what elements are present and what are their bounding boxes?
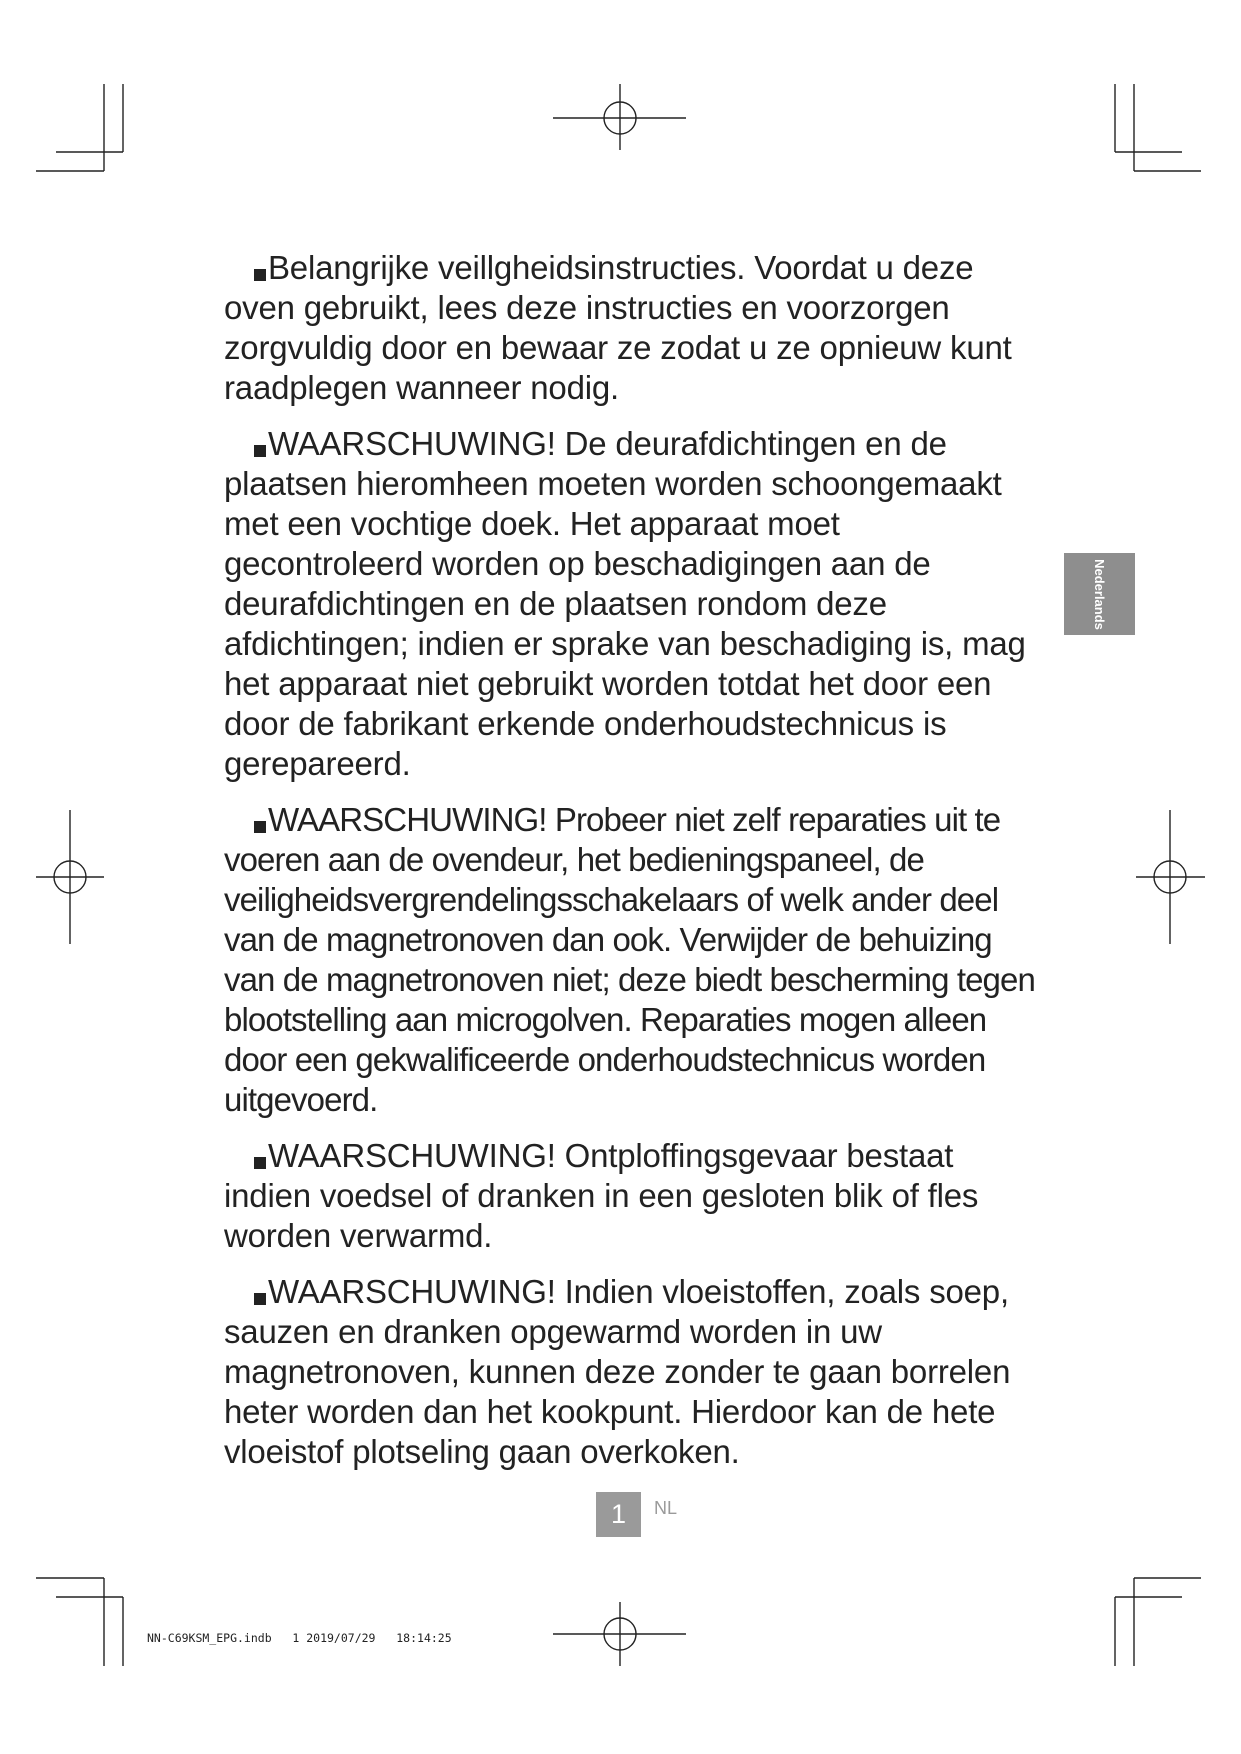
paragraph-text: WAARSCHUWING! Probeer niet zelf reparaties uit te voeren aan de ovendeur, het bedieningspaneel, de veiligheidsvergrendelingsschakelaars of welk ander deel van de magnetronoven dan ook. Verwijder de behuizing van de magnetronoven niet; deze biedt bescherming tegen blootstelling aan microgolven. Reparaties mogen alleen door een gekwalificeerde onderhoudstechnicus worden uitgevoerd. <box>224 801 1035 1118</box>
bullet-square-icon <box>254 1293 266 1305</box>
paragraph-warning-repairs <box>224 800 1044 1120</box>
crop-mark-top-right <box>1115 84 1201 171</box>
paragraph-warning-door-seals <box>224 424 1044 784</box>
paragraph-text: WAARSCHUWING! Ontploffingsgevaar bestaat indien voedsel of dranken in een gesloten blik of fles worden verwarmd. <box>224 1137 979 1254</box>
safety-instructions <box>224 248 1044 1488</box>
paragraph-text: WAARSCHUWING! Indien vloeistoffen, zoals soep, sauzen en dranken opgewarmd worden in uw magnetronoven, kunnen deze zonder te gaan borrelen heter worden dan het kookpunt. Hierdoor kan de hete vloeistof plotseling gaan overkoken. <box>224 1273 1011 1470</box>
bullet-square-icon <box>254 445 266 457</box>
registration-mark-left <box>36 810 104 944</box>
paragraph-warning-boiling <box>224 1272 1044 1472</box>
bullet-square-icon <box>254 1157 266 1169</box>
crop-mark-bottom-right <box>1115 1578 1201 1666</box>
registration-mark-bottom <box>553 1602 686 1666</box>
bullet-square-icon <box>254 821 266 833</box>
language-side-tab-label: Nederlands <box>1092 558 1107 630</box>
crop-mark-bottom-left <box>36 1578 123 1666</box>
language-side-tab <box>1064 553 1135 635</box>
page-language: NL <box>654 1498 678 1518</box>
crop-mark-top-left <box>36 84 123 171</box>
page-number: 1 <box>596 1492 641 1537</box>
bullet-square-icon <box>254 269 266 281</box>
registration-mark-right <box>1136 810 1205 944</box>
paragraph-warning-explosion <box>224 1136 1044 1256</box>
print-slug: NN-C69KSM_EPG.indb 1 2019/07/29 18:14:25 <box>147 1631 452 1645</box>
registration-mark-top <box>553 84 686 150</box>
paragraph-text: WAARSCHUWING! De deurafdichtingen en de plaatsen hieromheen moeten worden schoongemaakt met een vochtige doek. Het apparaat moet gecontroleerd worden op beschadigingen aan de deurafdichtingen en de plaatsen rondom deze afdichtingen; indien er sprake van beschadiging is, mag het apparaat niet gebruikt worden totdat het door een door de fabrikant erkende onderhoudstechnicus is gerepareerd. <box>224 425 1026 782</box>
paragraph-text: Belangrijke veillgheidsinstructies. Voordat u deze oven gebruikt, lees deze instructies en voorzorgen zorgvuldig door en bewaar ze zodat u ze opnieuw kunt raadplegen wanneer nodig. <box>224 249 1012 406</box>
paragraph-intro <box>224 248 1044 408</box>
